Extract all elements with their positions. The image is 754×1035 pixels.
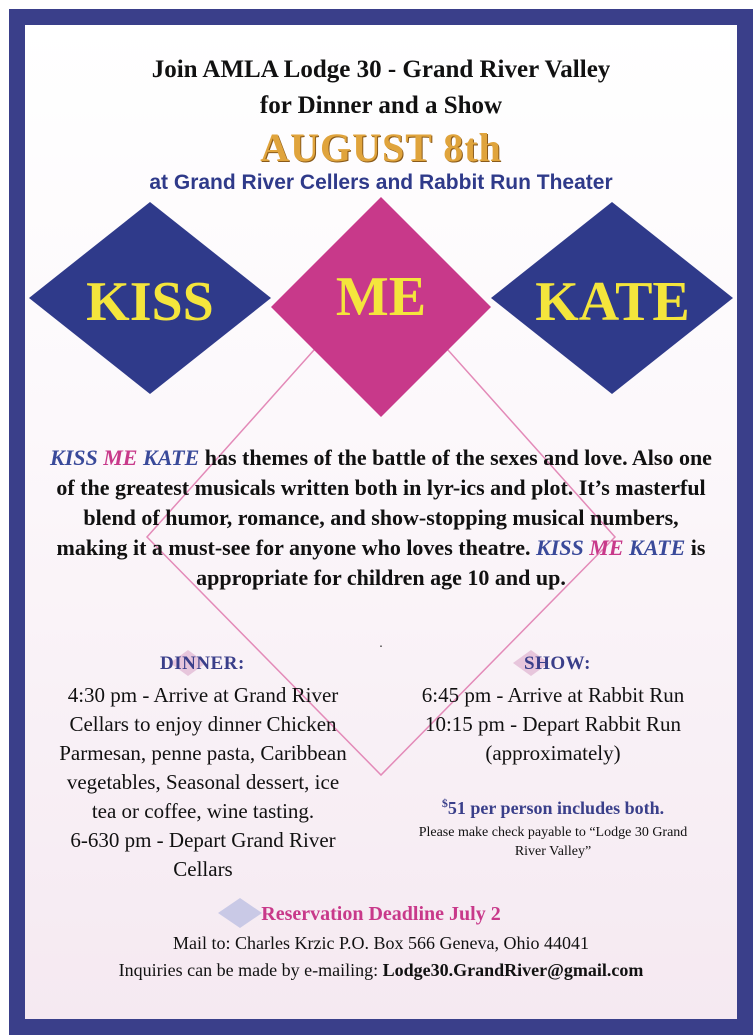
event-date: AUGUST 8th (260, 125, 502, 170)
mail-address: Mail to: Charles Krzic P.O. Box 566 Geneva, Ohio 44041 (173, 933, 589, 953)
title-me: ME (335, 266, 427, 328)
flyer (9, 9, 753, 1035)
payment-note-line: Please make check payable to “Lodge 30 Grand (418, 825, 688, 840)
header-line-1: Join AMLA Lodge 30 - Grand River Valley (151, 56, 611, 83)
payment-note-line: River Valley” (514, 844, 592, 859)
show-line: (approximately) (485, 741, 621, 765)
separator-dot: . (379, 636, 383, 651)
inquiry-prefix: Inquiries can be made by e-mailing: (118, 960, 383, 980)
venue-line: at Grand River Cellers and Rabbit Run Theater (149, 171, 613, 194)
desc-kiss: KISS (50, 445, 98, 470)
desc-kate: KATE (143, 445, 200, 470)
desc-text-1: has themes of the battle of the sexes and love. Also one of the greatest musicals written both in lyr-ics and plot. It’s masterful blend of humor, romance, and show-stopping musical numbers, making it a must-see for anyone who loves theatre. (56, 445, 712, 560)
desc-me: ME (103, 445, 138, 470)
desc-me-2: ME (589, 535, 624, 560)
show-description (47, 443, 715, 593)
dinner-line: tea or coffee, wine tasting. (91, 799, 315, 823)
price-currency: $ (441, 796, 448, 810)
dinner-line: vegetables, Seasonal dessert, ice (66, 770, 340, 794)
price-line (393, 796, 713, 819)
dinner-title: DINNER: (160, 653, 245, 674)
header-line-2: for Dinner and a Show (259, 92, 503, 119)
inquiry-line (25, 957, 737, 984)
contact-email[interactable]: Lodge30.GrandRiver@gmail.com (382, 960, 644, 980)
desc-text-2: is appropriate for children age 10 and up. (196, 535, 706, 590)
title-kiss: KISS (86, 271, 214, 333)
dinner-details (33, 681, 373, 884)
dinner-line: Cellars to enjoy dinner Chicken (69, 712, 337, 736)
dinner-line: Parmesan, penne pasta, Caribbean (59, 741, 347, 765)
price-text: 51 per person includes both. (447, 798, 665, 818)
dinner-line: 6-630 pm - Depart Grand River (70, 828, 336, 852)
show-line: 6:45 pm - Arrive at Rabbit Run (421, 683, 685, 707)
title-kate: KATE (535, 271, 690, 333)
dinner-line: 4:30 pm - Arrive at Grand River (67, 683, 339, 707)
reservation-deadline: Reservation Deadline July 2 (261, 903, 501, 925)
payment-note (393, 823, 713, 861)
show-line: 10:15 pm - Depart Rabbit Run (424, 712, 682, 736)
show-details (393, 681, 713, 768)
dinner-line: Cellars (173, 857, 233, 881)
show-title: SHOW: (524, 653, 591, 674)
desc-kiss-2: KISS (536, 535, 584, 560)
desc-kate-2: KATE (629, 535, 686, 560)
